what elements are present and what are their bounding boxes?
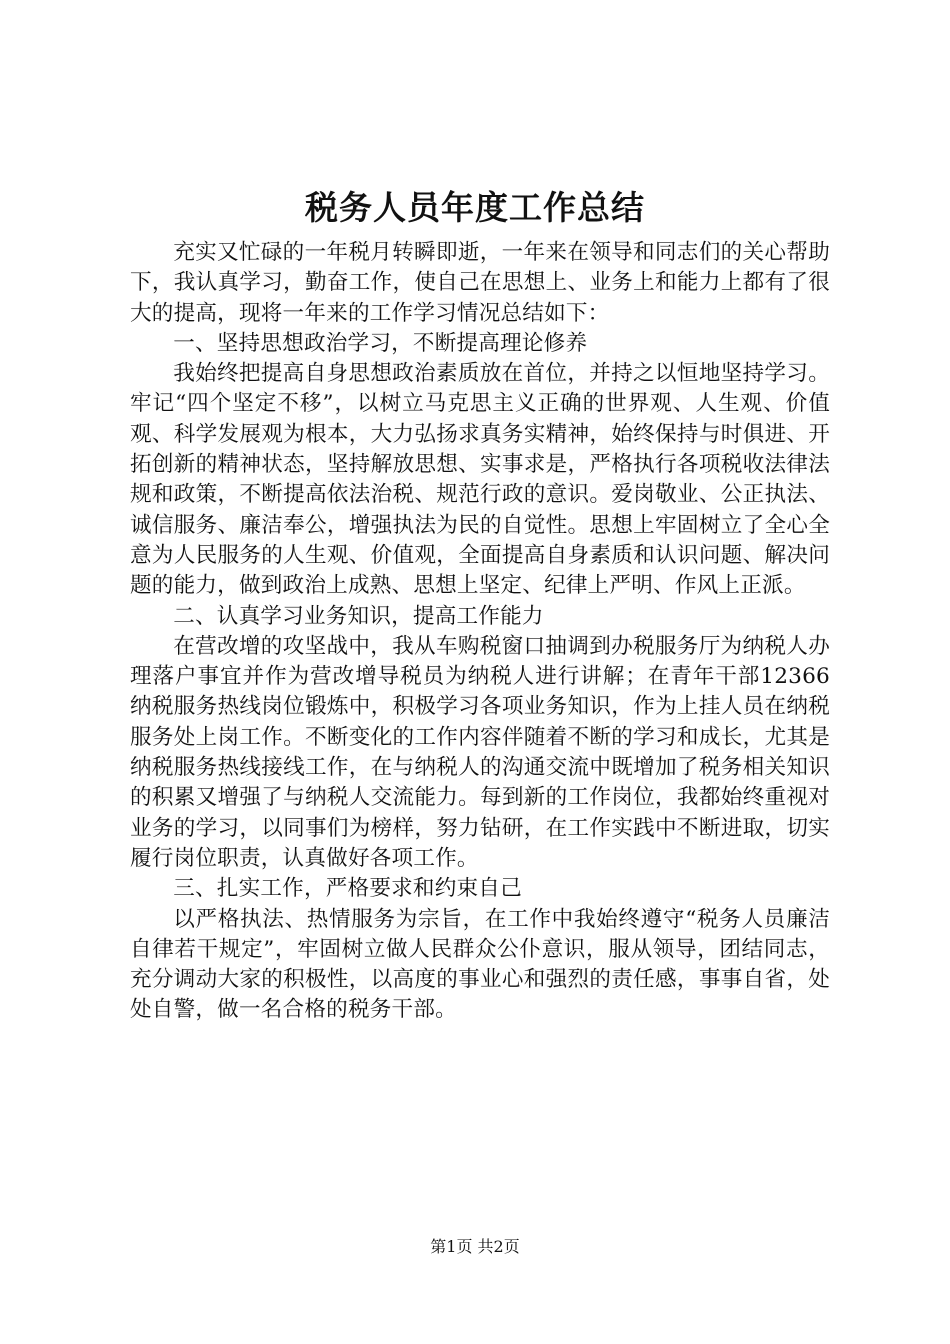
document-title: 税务人员年度工作总结: [305, 188, 645, 227]
section-paragraph-1: 我始终把提高自身思想政治素质放在首位，并持之以恒地坚持学习。牢记“四个坚定不移”，以树立马克思主义正确的世界观、人生观、价值观、科学发展观为根本，大力弘扬求真务实精神，始终保持与时俱进、开拓创新的精神状态，坚持解放思想、实事求是，严格执行各项税收法律法规和政策，不断提高依法治税、规范行政的意识。爱岗敬业、公正执法、诚信服务、廉洁奉公，增强执法为民的自觉性。思想上牢固树立了全心全意为人民服务的人生观、价值观，全面提高自身素质和认识问题、解决问题的能力，做到政治上成熟、思想上坚定、纪律上严明、作风上正派。: [130, 361, 830, 599]
page-number-footer: 第1页 共2页: [430, 1237, 520, 1256]
section-heading-2: 二、认真学习业务知识，提高工作能力: [173, 603, 544, 629]
document-body: [130, 238, 830, 1026]
section-paragraph-3: 以严格执法、热情服务为宗旨，在工作中我始终遵守“税务人员廉洁自律若干规定”，牢固树立做人民群众公仆意识，服从领导，团结同志，充分调动大家的积极性，以高度的事业心和强烈的责任感，事事自省，处处自警，做一名合格的税务干部。: [130, 906, 830, 1023]
intro-paragraph: 充实又忙碌的一年税月转瞬即逝，一年来在领导和同志们的关心帮助下，我认真学习，勤奋工作，使自己在思想上、业务上和能力上都有了很大的提高，现将一年来的工作学习情况总结如下：: [130, 240, 830, 326]
section-heading-1: 一、坚持思想政治学习，不断提高理论修养: [173, 330, 588, 356]
section-heading-3: 三、扎实工作，严格要求和约束自己: [173, 876, 522, 902]
section-paragraph-2: 在营改增的攻坚战中，我从车购税窗口抽调到办税服务厅为纳税人办理落户事宜并作为营改增导税员为纳税人进行讲解；在青年干部12366纳税服务热线岗位锻炼中，积极学习各项业务知识，作为上挂人员在纳税服务处上岗工作。不断变化的工作内容伴随着不断的学习和成长，尤其是纳税服务热线接线工作，在与纳税人的沟通交流中既增加了税务相关知识的积累又增强了与纳税人交流能力。每到新的工作岗位，我都始终重视对业务的学习，以同事们为榜样，努力钻研，在工作实践中不断进取，切实履行岗位职责，认真做好各项工作。: [130, 633, 830, 871]
